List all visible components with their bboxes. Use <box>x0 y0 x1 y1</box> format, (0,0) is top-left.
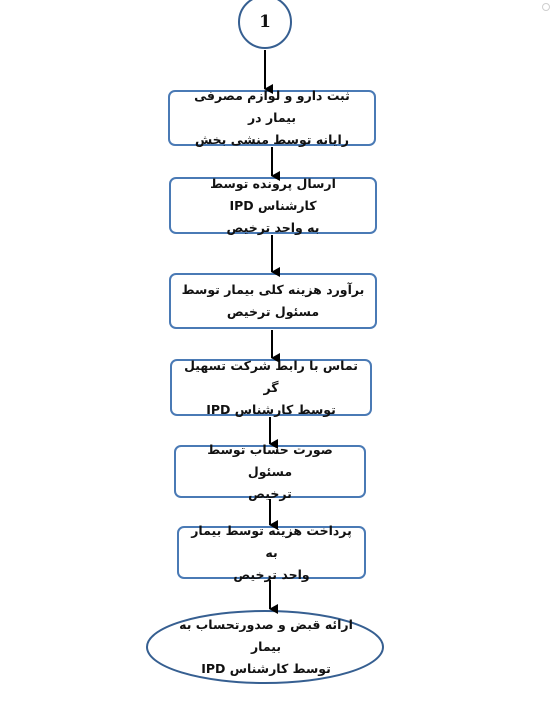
step-5-text: صورت حساب توسط مسئول ترخیص <box>207 441 333 501</box>
end-text: ارائه قبض و صدورتحساب به بیمار توسط کارشناس IPD <box>179 617 353 676</box>
step-1-text: ثبت دارو و لوازم مصرفی بیمار در رایانه توسط منشی بخش <box>194 88 350 147</box>
step-4-text: تماس با رابط شرکت تسهیل گر توسط کارشناس IPD <box>184 357 358 417</box>
start-label: 1 <box>259 12 271 32</box>
step-2-text: ارسال پرونده توسط کارشناس IPD به واحد ترخیص <box>210 175 336 235</box>
step-6-text: پرداخت هزینه توسط بیمار به واحد ترخیص <box>191 522 352 582</box>
corner-dot-icon <box>542 3 550 11</box>
step-3-text: برآورد هزینه کلی بیمار توسط مسئول ترخیص <box>181 282 365 319</box>
